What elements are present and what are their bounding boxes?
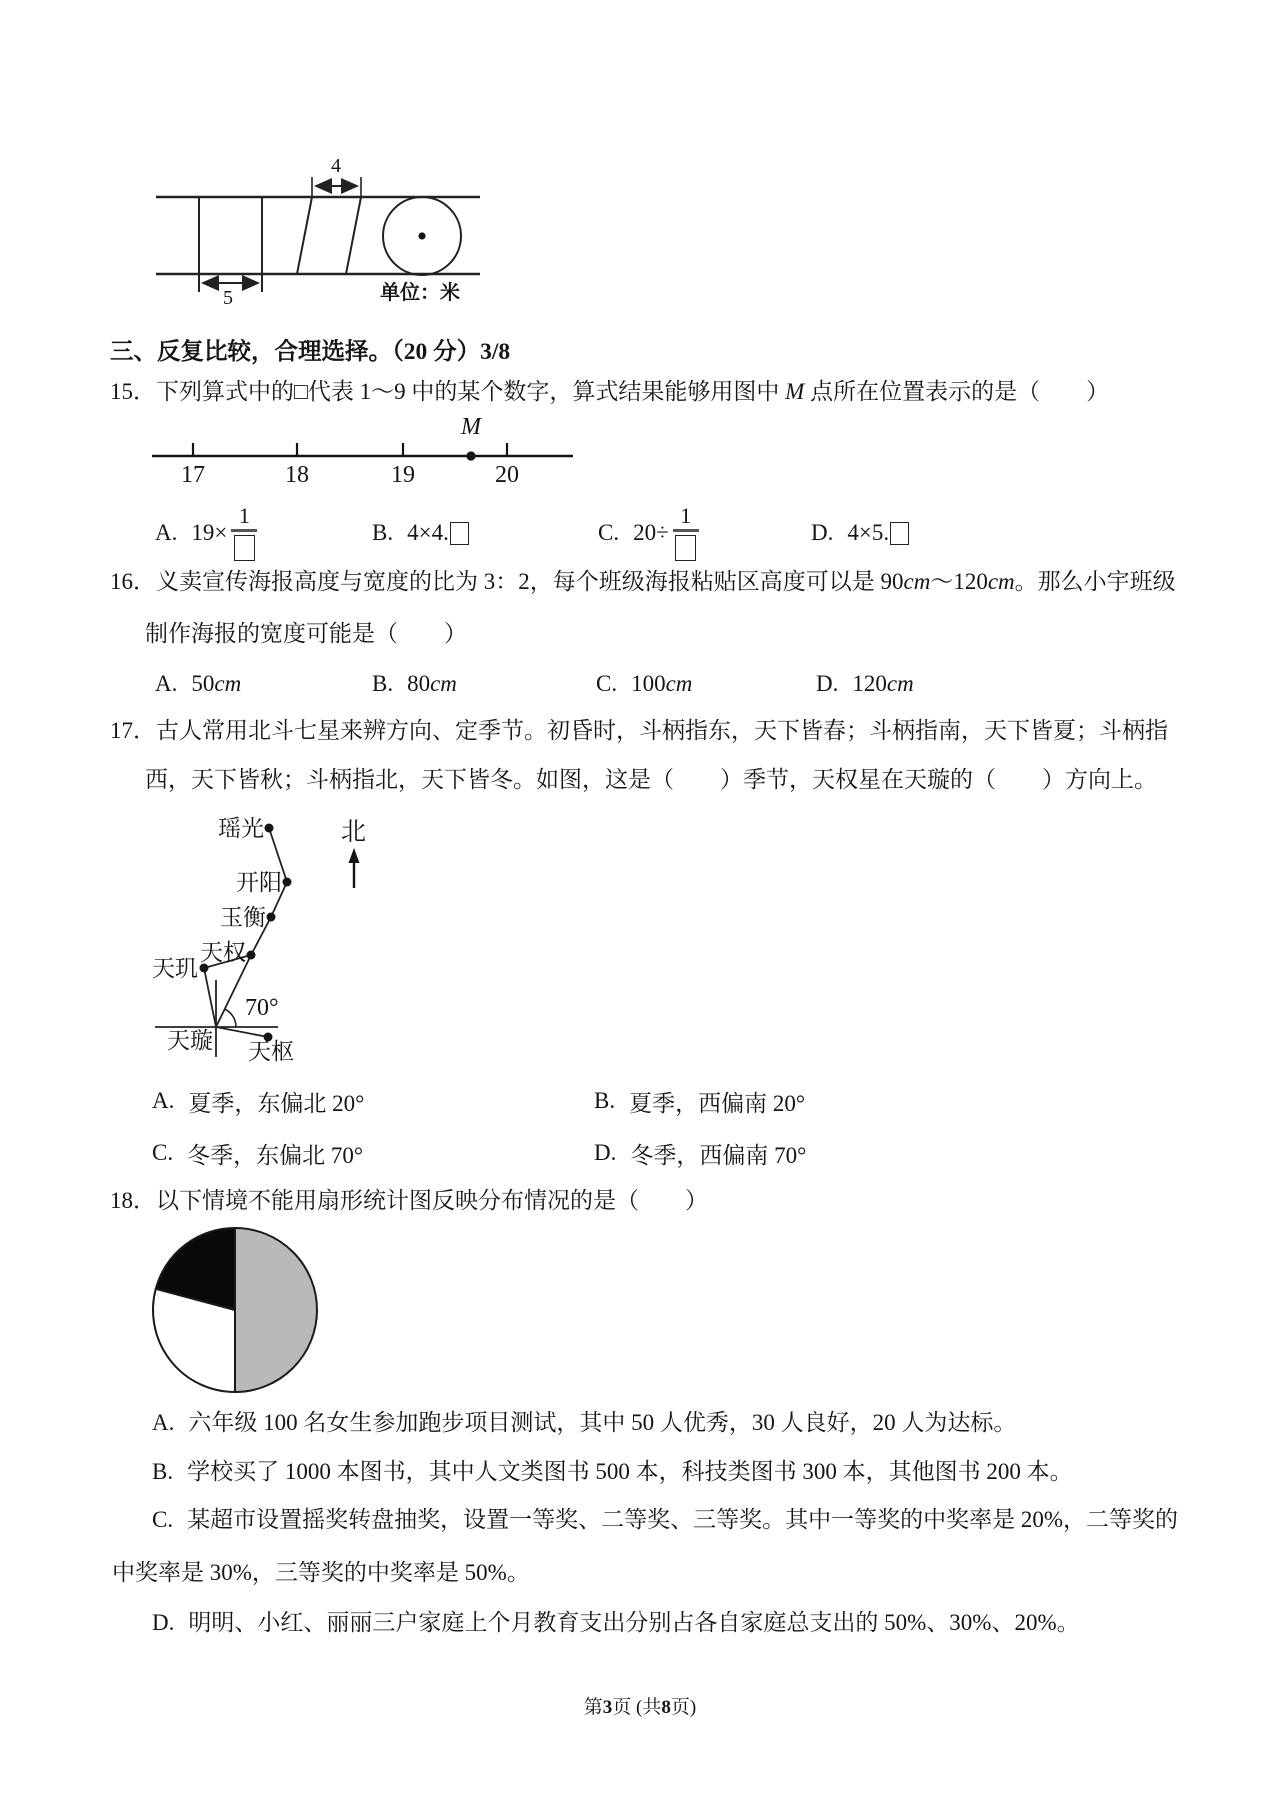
star-yaoguang-label: 瑶光 — [218, 816, 264, 841]
q18-option-d-text: 明明、小红、丽丽三户家庭上个月教育支出分别占各自家庭总支出的 50%、30%、20%。 — [188, 1610, 1080, 1635]
point-m-label: M — [461, 418, 481, 440]
q16-stem-line2: 制作海报的宽度可能是（ ） — [145, 621, 467, 646]
tick-label-18: 18 — [285, 462, 309, 488]
q16-stem-line1 — [110, 566, 1176, 598]
q15-option-c — [598, 505, 699, 561]
angle-label: 70° — [245, 995, 279, 1021]
q16-stem-text: 。那么小宇班级 — [1014, 569, 1176, 594]
shapes-figure — [140, 158, 492, 306]
point-m-dot — [466, 451, 475, 460]
q17-option-a — [152, 1085, 364, 1118]
pie-slice-gray — [235, 1228, 317, 1392]
unit-cm: cm — [214, 671, 242, 696]
q15-options-row — [0, 500, 1280, 566]
q18-option-d-label: D. — [152, 1610, 175, 1635]
star-kaiyang-label: 开阳 — [236, 870, 282, 895]
unit-cm: cm — [665, 671, 693, 696]
q15-option-a-prefix: 19× — [191, 520, 228, 545]
q15-stem-post: 点所在位置表示的是（ ） — [804, 379, 1110, 404]
q18-option-c-label: C. — [152, 1507, 174, 1532]
q16-stem-text: 16．义卖宣传海报高度与宽度的比为 3：2，每个班级海报粘贴区高度可以是 90 — [110, 569, 904, 594]
unit-cm: cm — [430, 671, 457, 696]
tianxuan-tianshu-line — [216, 1027, 268, 1037]
q16-option-a — [155, 671, 241, 697]
q15-option-c-fraction — [673, 505, 699, 561]
q17-option-a-label: A. — [152, 1088, 175, 1113]
q15-option-c-prefix: 20÷ — [633, 520, 669, 545]
q15-option-a-label: A. — [155, 520, 178, 545]
north-arrowhead — [349, 848, 360, 863]
q18-option-a — [152, 1407, 1016, 1439]
q16-option-c — [596, 671, 692, 697]
q15-option-b-text: 4×4. — [407, 520, 449, 545]
q16-option-a-value: 50 — [191, 671, 215, 696]
q16-stem-text: ～120 — [930, 569, 988, 594]
q16-option-b — [372, 671, 457, 697]
circle-center-dot — [418, 232, 425, 239]
fraction-numerator: 1 — [680, 503, 692, 528]
tick-label-19: 19 — [391, 462, 415, 488]
star-tianshu-label: 天枢 — [248, 1039, 294, 1064]
q17-option-c-text: 冬季，东偏北 70° — [187, 1142, 364, 1168]
q18-option-a-text: 六年级 100 名女生参加跑步项目测试，其中 50 人优秀，30 人良好，20 人为达标。 — [188, 1410, 1017, 1435]
q17-option-d — [594, 1137, 806, 1170]
page-footer — [0, 1692, 1280, 1719]
star-tianquan-label: 天权 — [200, 940, 246, 965]
q18-stem: 18．以下情境不能用扇形统计图反映分布情况的是（ ） — [110, 1188, 708, 1213]
q17-option-b-text: 夏季，西偏南 20° — [629, 1090, 806, 1116]
q16-option-d — [816, 671, 914, 697]
q15-option-a-fraction — [231, 505, 257, 561]
width-5-label: 5 — [223, 287, 233, 306]
q15-stem — [110, 376, 1109, 408]
q16-option-b-label: B. — [372, 671, 394, 696]
page-number: 3 — [602, 1697, 613, 1718]
north-label: 北 — [341, 819, 367, 846]
q18-option-c-line2: 中奖率是 30%，三等奖的中奖率是 50%。 — [112, 1560, 530, 1585]
footer-text: 页 (共 — [612, 1697, 662, 1718]
q17-option-b — [594, 1085, 805, 1118]
star-tianxuan-label: 天璇 — [167, 1028, 213, 1053]
q17-stem-line2: 西，天下皆秋；斗柄指北，天下皆冬。如图，这是（ ）季节，天权星在天璇的（ ）方向上。 — [145, 767, 1157, 792]
star-yuheng-dot — [267, 913, 276, 922]
q15-option-b — [372, 520, 469, 546]
number-line-figure — [150, 418, 575, 490]
star-yuheng-label: 玉衡 — [220, 905, 266, 930]
page-total: 8 — [661, 1697, 671, 1718]
section-header: 三、反复比较，合理选择。（20 分）3/8 — [110, 339, 511, 365]
q17-options-row2 — [0, 1137, 1280, 1169]
unit-cm: cm — [886, 671, 914, 696]
q18-option-b-text: 学校买了 1000 本图书，其中人文类图书 500 本，科技类图书 300 本，其他图书 200 本。 — [187, 1459, 1073, 1484]
q16-unit-cm: cm — [903, 569, 931, 594]
q16-option-d-value: 120 — [852, 671, 887, 696]
q15-option-a — [155, 505, 257, 561]
star-tianji-label: 天玑 — [152, 956, 198, 981]
q17-option-c-label: C. — [152, 1140, 174, 1165]
fraction-numerator: 1 — [238, 503, 250, 528]
q17-option-a-text: 夏季，东偏北 20° — [188, 1090, 365, 1116]
fraction-bar — [673, 529, 699, 532]
q15-stem-var: M — [785, 379, 805, 404]
q18-option-c-text: 某超市设置摇奖转盘抽奖，设置一等奖、二等奖、三等奖。其中一等奖的中奖率是 20%，二等奖的 — [187, 1507, 1179, 1532]
q16-option-c-label: C. — [596, 671, 618, 696]
star-kaiyang-dot — [283, 878, 292, 887]
q15-option-d — [811, 520, 909, 546]
q16-option-d-label: D. — [816, 671, 839, 696]
q15-stem-pre: 15．下列算式中的□代表 1～9 中的某个数字，算式结果能够用图中 — [110, 379, 786, 404]
q15-option-d-label: D. — [811, 520, 834, 545]
q16-option-a-label: A. — [155, 671, 178, 696]
parallelogram-right-edge — [346, 197, 361, 274]
big-dipper-figure — [138, 803, 382, 1071]
fraction-bar — [231, 529, 257, 532]
q18-option-d — [152, 1607, 1080, 1639]
q18-option-b-label: B. — [152, 1459, 174, 1484]
footer-text: 页) — [670, 1697, 697, 1718]
q17-stem-line1: 17．古人常用北斗七星来辨方向、定季节。初昏时，斗柄指东，天下皆春；斗柄指南，天下皆夏；斗柄指 — [110, 718, 1168, 743]
q17-option-c — [152, 1137, 363, 1170]
q15-option-c-label: C. — [598, 520, 620, 545]
star-yaoguang-dot — [265, 824, 274, 833]
parallelogram-left-edge — [297, 197, 312, 274]
q18-option-c — [152, 1504, 1178, 1536]
star-tianquan-dot — [247, 951, 256, 960]
unit-label: 单位：米 — [380, 282, 460, 304]
blank-box — [234, 535, 255, 561]
angle-arc — [225, 1009, 236, 1027]
q15-option-d-text: 4×5. — [847, 520, 890, 545]
tick-label-17: 17 — [181, 462, 205, 488]
q17-option-b-label: B. — [594, 1088, 616, 1113]
q16-options-row — [0, 666, 1280, 702]
blank-box — [450, 522, 469, 545]
q17-option-d-text: 冬季，西偏南 70° — [630, 1142, 807, 1168]
q16-option-c-value: 100 — [631, 671, 666, 696]
q16-option-b-value: 80 — [407, 671, 431, 696]
q17-options-row1 — [0, 1085, 1280, 1117]
footer-text: 第 — [583, 1697, 603, 1718]
q18-option-b — [152, 1456, 1073, 1488]
blank-box — [675, 535, 696, 561]
tick-label-20: 20 — [495, 462, 519, 488]
q18-option-a-label: A. — [152, 1410, 175, 1435]
width-4-label: 4 — [331, 158, 341, 177]
blank-box — [890, 522, 909, 545]
q15-option-b-label: B. — [372, 520, 394, 545]
q17-option-d-label: D. — [594, 1140, 617, 1165]
q16-unit-cm: cm — [987, 569, 1015, 594]
pie-chart — [150, 1225, 322, 1397]
